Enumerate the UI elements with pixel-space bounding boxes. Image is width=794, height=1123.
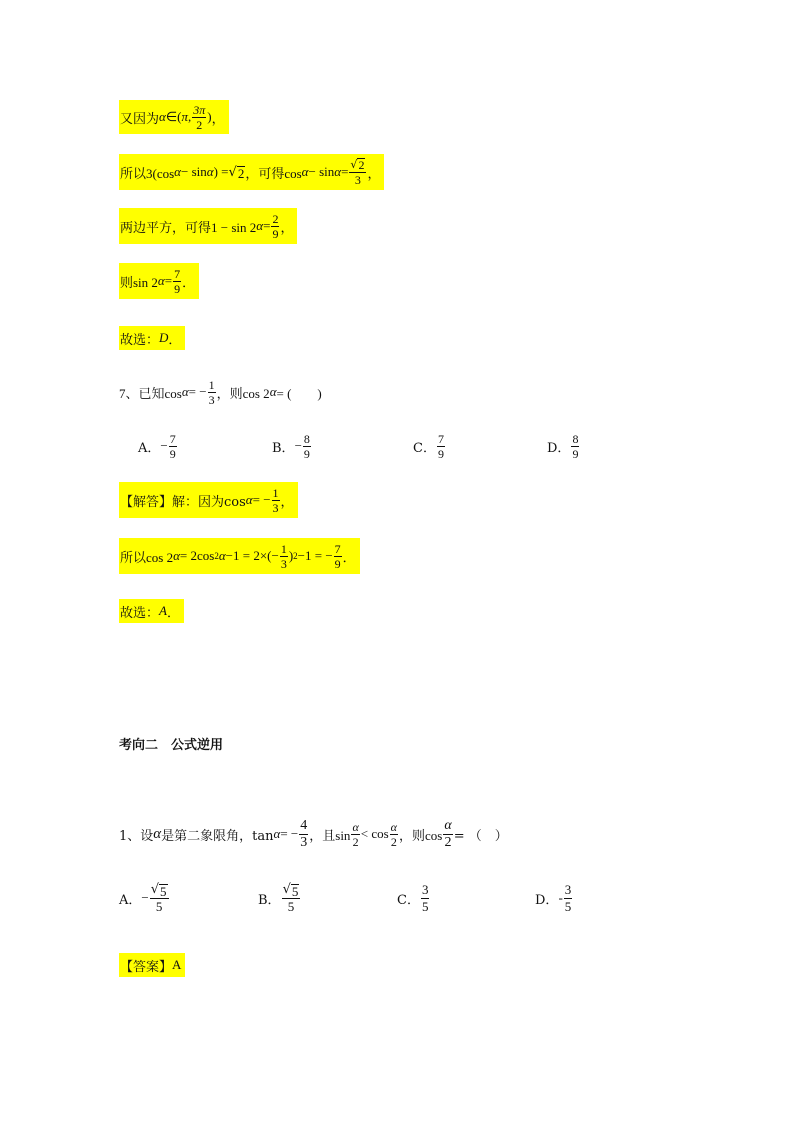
fraction: $\frac{\alpha}{2}$ [444, 817, 452, 850]
text: −1 = 2×(− [225, 548, 279, 563]
punct: ， [280, 494, 294, 510]
solution-line-5 [119, 326, 185, 350]
sqrt: √ 2 [228, 164, 245, 181]
text: = 2cos [179, 548, 215, 563]
q7-option-a[interactable] [138, 428, 178, 464]
fraction: $\frac{1}{3}$ [272, 485, 279, 515]
text: 所以3(cos [120, 165, 175, 181]
solution-line-10 [119, 599, 184, 623]
text: = − [188, 384, 207, 399]
answer-letter: D [159, 330, 169, 345]
text: −1 = − [297, 548, 333, 563]
alpha-symbol: α [269, 384, 277, 399]
text: = （ ） [453, 828, 508, 844]
fraction: $\frac{8}{9}$ [303, 431, 310, 461]
superscript: 2 [293, 551, 298, 561]
comma: , [188, 109, 192, 124]
fraction: $\frac{3\pi}{2}$ [193, 102, 206, 132]
pi-symbol: π [181, 109, 189, 124]
alpha-symbol: α [174, 164, 181, 179]
alpha-symbol: α [173, 548, 180, 563]
text: − sin [181, 164, 207, 179]
q7-option-c[interactable] [413, 428, 446, 464]
fraction: $\frac{4}{3}$ [300, 817, 308, 850]
text: 故选： [120, 605, 160, 621]
sign: - [558, 890, 563, 905]
text: 是第二象限角，tan [161, 828, 274, 844]
alpha-symbol: α [206, 164, 214, 179]
fraction: $\frac{7}{9}$ [174, 266, 181, 296]
section-heading: 考向二 公式逆用 [119, 738, 224, 753]
text: ，且sin [309, 827, 351, 843]
alpha-symbol: α [153, 825, 162, 842]
option-label: A． [119, 892, 142, 908]
answer-line [119, 953, 185, 977]
paren: ) [207, 109, 212, 124]
solution-line-9 [119, 538, 360, 574]
q7-option-d[interactable] [547, 428, 580, 464]
alpha-symbol: α [334, 164, 342, 179]
paren: ( [177, 109, 182, 124]
alpha-symbol: α [245, 492, 253, 507]
q7-option-b[interactable] [272, 428, 312, 464]
text: ，则cos 2 [216, 385, 270, 401]
text: < cos [360, 826, 389, 841]
fraction: $\frac{7}{9}$ [169, 431, 176, 461]
text: 又因为 [120, 111, 160, 127]
sign: − [160, 438, 168, 453]
text: ) = [213, 164, 229, 179]
solution-line-2 [119, 154, 384, 190]
text: = − [252, 492, 271, 507]
fraction: √ 5 5 [150, 882, 167, 914]
solution-line-4 [119, 263, 199, 299]
fraction: √ 5 5 [282, 882, 299, 914]
punct: ． [166, 605, 180, 621]
question-7 [119, 374, 322, 410]
alpha-symbol: α [181, 384, 189, 399]
sign: − [141, 890, 149, 905]
text: 故选： [120, 332, 160, 348]
option-label: C． [397, 892, 420, 908]
text: = [263, 218, 271, 233]
fraction: $\frac{1}{3}$ [208, 377, 215, 407]
alpha-symbol: α [218, 548, 226, 563]
punct: ， [367, 166, 381, 182]
text: = [341, 164, 349, 179]
solution-line-8 [119, 482, 298, 518]
option-label: A． [138, 440, 161, 456]
punct: ． [182, 275, 196, 291]
fraction: $\frac{1}{3}$ [280, 541, 287, 571]
alpha-symbol: α [157, 273, 165, 288]
text: = ( ) [276, 385, 322, 401]
text: 【解答】解：因为cos [120, 494, 246, 510]
question-1 [119, 814, 508, 854]
fraction: $\frac{3}{5}$ [564, 881, 572, 914]
sign: − [294, 438, 302, 453]
fraction: $\frac{8}{9}$ [572, 431, 579, 461]
element-of-symbol: ∈ [165, 109, 178, 124]
alpha-symbol: α [159, 109, 166, 124]
text: 所以cos 2 [120, 549, 174, 565]
solution-line-1 [119, 100, 229, 134]
alpha-symbol: α [256, 218, 264, 233]
text: − sin [308, 164, 335, 179]
text: ，可得cos [245, 165, 302, 181]
text: ) [288, 548, 294, 563]
text: 则sin 2 [120, 274, 158, 290]
option-label: D． [535, 892, 559, 908]
q1-option-b[interactable] [258, 876, 301, 920]
alpha-symbol: α [301, 164, 309, 179]
fraction: $\frac{7}{9}$ [437, 431, 444, 461]
punct: ， [211, 111, 225, 127]
text: = − [280, 826, 299, 841]
superscript: 2 [214, 551, 219, 561]
q1-option-a[interactable] [119, 876, 170, 920]
q1-option-c[interactable] [397, 876, 430, 920]
fraction: $\frac{2}{9}$ [272, 211, 279, 241]
text: 7、已知cos [119, 385, 182, 401]
answer-label: 【答案】 [120, 959, 173, 975]
punct: ． [168, 332, 182, 348]
fraction: $\frac{3}{5}$ [421, 881, 429, 914]
solution-line-3 [119, 208, 297, 244]
text: 1、设 [119, 828, 154, 844]
punct: ． [342, 550, 356, 566]
fraction: $\frac{7}{9}$ [334, 541, 341, 571]
text: = [164, 273, 173, 288]
option-label: B． [258, 892, 281, 908]
option-label: D． [547, 440, 571, 456]
alpha-symbol: α [273, 826, 281, 841]
answer-letter: A [159, 603, 167, 618]
q1-option-d[interactable] [535, 876, 573, 920]
option-label: B． [272, 440, 295, 456]
answer-value: A [172, 957, 182, 972]
text: ，则cos [398, 827, 443, 843]
text: 两边平方，可得1 − sin 2 [120, 219, 257, 235]
fraction: $\frac{\alpha}{2}$ [352, 819, 359, 849]
option-label: C． [413, 440, 436, 456]
fraction: √ 2 3 [350, 158, 365, 187]
punct: ， [280, 220, 294, 236]
fraction: $\frac{\alpha}{2}$ [390, 819, 397, 849]
